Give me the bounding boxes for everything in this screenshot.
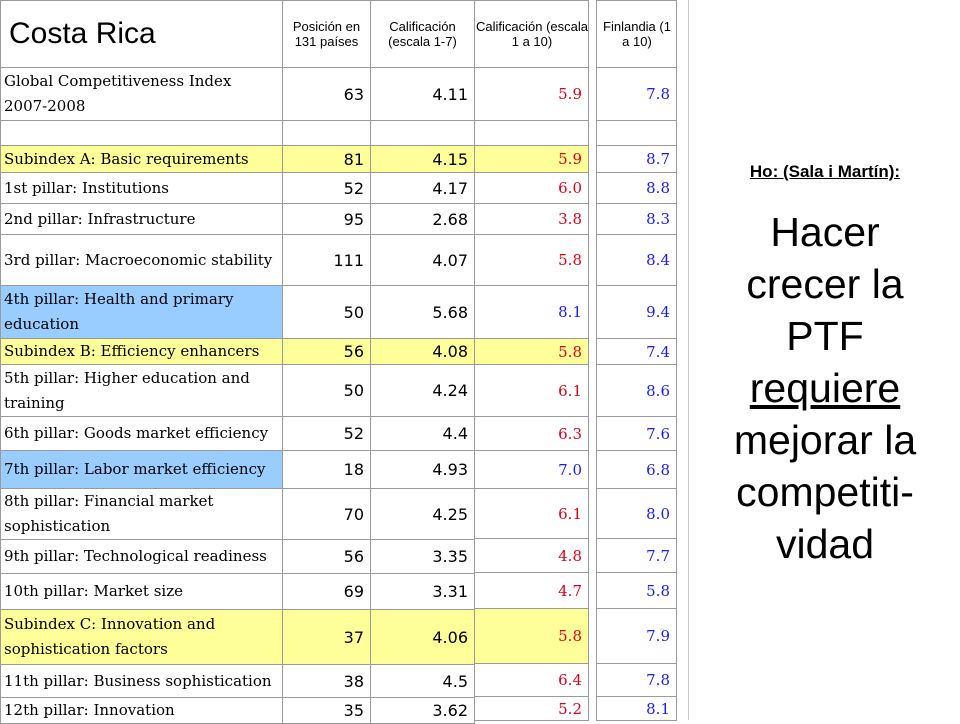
statement-line: Hacer: [770, 209, 880, 255]
row-label: 3rd pillar: Macroeconomic stability: [1, 235, 283, 286]
row-label: 7th pillar: Labor market efficiency: [1, 451, 283, 489]
finland-value: 8.4: [597, 235, 677, 286]
statement-line: crecer la: [746, 261, 904, 307]
row-score: 3.62: [371, 698, 475, 724]
row-rank: 81: [283, 146, 371, 173]
row-label: 2nd pillar: Infrastructure: [1, 204, 283, 235]
finland-value: 8.0: [597, 489, 677, 539]
table-row: [1, 574, 475, 610]
cr-scale10-value: 4.7: [475, 573, 589, 609]
row-score: 4.25: [371, 489, 475, 540]
row-rank: 37: [283, 610, 371, 665]
row-rank: [283, 121, 371, 146]
row-score: 2.68: [371, 204, 475, 235]
finland-value: 7.7: [597, 539, 677, 573]
cr-scale10-value: 6.4: [475, 664, 589, 697]
finland-column: [596, 0, 677, 721]
statement-line: mejorar la: [733, 417, 917, 463]
finland-value: 8.6: [597, 365, 677, 417]
table-header-row: [1, 1, 475, 68]
row-label: 8th pillar: Financial market sophistication: [1, 489, 283, 540]
row-rank: 50: [283, 365, 371, 417]
row-score: [371, 121, 475, 146]
table-row: [1, 204, 475, 235]
table-row: [1, 540, 475, 574]
cr-scale10-value: 5.9: [475, 68, 589, 121]
row-rank: 56: [283, 540, 371, 574]
row-rank: 18: [283, 451, 371, 489]
finland-value: 9.4: [597, 286, 677, 339]
row-rank: 56: [283, 339, 371, 365]
row-score: 4.24: [371, 365, 475, 417]
cr-scale10-header: Calificación (escala 1 a 10): [475, 1, 589, 68]
cr-scale10-value: 5.9: [475, 146, 589, 173]
table-title: Costa Rica: [1, 1, 283, 68]
row-score: 4.17: [371, 173, 475, 204]
hypothesis-statement: [690, 206, 960, 570]
row-rank: 95: [283, 204, 371, 235]
table-row: [1, 451, 475, 489]
divider: [688, 0, 689, 720]
finland-value: 7.4: [597, 339, 677, 365]
finland-value: [597, 121, 677, 146]
row-rank: 111: [283, 235, 371, 286]
finland-value: 5.8: [597, 573, 677, 609]
row-rank: 50: [283, 286, 371, 339]
row-label: 12th pillar: Innovation: [1, 698, 283, 724]
table-row-empty: [1, 121, 475, 146]
finland-value: 6.8: [597, 451, 677, 489]
cr-scale10-value: 8.1: [475, 286, 589, 339]
row-score: 4.11: [371, 68, 475, 121]
row-score: 4.06: [371, 610, 475, 665]
row-score: 3.35: [371, 540, 475, 574]
finland-header: Finlandia (1 a 10): [597, 1, 677, 68]
row-label: Subindex A: Basic requirements: [1, 146, 283, 173]
row-score: 4.5: [371, 665, 475, 698]
cr-scale10-value: 3.8: [475, 204, 589, 235]
row-score: 4.07: [371, 235, 475, 286]
finland-value: 7.8: [597, 664, 677, 697]
row-rank: 69: [283, 574, 371, 610]
row-label: 11th pillar: Business sophistication: [1, 665, 283, 698]
row-label: Global Competitiveness Index 2007-2008: [1, 68, 283, 121]
table-row: [1, 610, 475, 665]
statement-line-underlined: requiere: [749, 365, 901, 411]
finland-value: 8.1: [597, 697, 677, 721]
cr-scale10-value: 5.2: [475, 697, 589, 721]
row-score: 4.08: [371, 339, 475, 365]
table-row: [1, 365, 475, 417]
row-rank: 38: [283, 665, 371, 698]
finland-value: 7.9: [597, 609, 677, 664]
finland-value: 8.7: [597, 146, 677, 173]
row-score: 5.68: [371, 286, 475, 339]
cr-scale10-value: 5.8: [475, 339, 589, 365]
competitiveness-table: [0, 0, 475, 724]
cr-scale10-value: 7.0: [475, 451, 589, 489]
finland-value: 8.8: [597, 173, 677, 204]
rank-header: Posición en 131 países: [283, 1, 371, 68]
row-rank: 52: [283, 173, 371, 204]
row-rank: 35: [283, 698, 371, 724]
row-rank: 52: [283, 417, 371, 451]
row-label: Subindex C: Innovation and sophistication factors: [1, 610, 283, 665]
statement-line: competiti-: [736, 469, 914, 515]
row-label: 6th pillar: Goods market efficiency: [1, 417, 283, 451]
table-row: [1, 173, 475, 204]
row-label: 4th pillar: Health and primary education: [1, 286, 283, 339]
row-score: 3.31: [371, 574, 475, 610]
row-label: 5th pillar: Higher education and training: [1, 365, 283, 417]
row-label: 9th pillar: Technological readiness: [1, 540, 283, 574]
row-label: Subindex B: Efficiency enhancers: [1, 339, 283, 365]
row-score: 4.15: [371, 146, 475, 173]
score-header: Calificación (escala 1-7): [371, 1, 475, 68]
row-label: 1st pillar: Institutions: [1, 173, 283, 204]
row-rank: 63: [283, 68, 371, 121]
table-row: [1, 68, 475, 121]
hypothesis-label: Ho: (Sala i Martín):: [749, 162, 901, 181]
statement-line: vidad: [775, 521, 874, 567]
table-row: [1, 489, 475, 540]
cr-scale10-value: 6.1: [475, 365, 589, 417]
row-label: [1, 121, 283, 146]
table-row: [1, 417, 475, 451]
finland-value: 7.8: [597, 68, 677, 121]
statement-line: PTF: [786, 313, 864, 359]
cr-scale10-value: 4.8: [475, 539, 589, 573]
cr-scale10-value: 6.3: [475, 417, 589, 451]
table-row: [1, 286, 475, 339]
row-score: 4.93: [371, 451, 475, 489]
cr-scale10-value: 6.1: [475, 489, 589, 539]
row-label: 10th pillar: Market size: [1, 574, 283, 610]
cr-scale10-value: 6.0: [475, 173, 589, 204]
table-row: [1, 146, 475, 173]
table-row: [1, 235, 475, 286]
finland-value: 8.3: [597, 204, 677, 235]
cr-scale10-value: 5.8: [475, 235, 589, 286]
row-score: 4.4: [371, 417, 475, 451]
table-row: [1, 339, 475, 365]
row-rank: 70: [283, 489, 371, 540]
finland-value: 7.6: [597, 417, 677, 451]
cr-scale10-column: [474, 0, 589, 721]
table-row: [1, 665, 475, 698]
cr-scale10-value: [475, 121, 589, 146]
cr-scale10-value: 5.8: [475, 609, 589, 664]
